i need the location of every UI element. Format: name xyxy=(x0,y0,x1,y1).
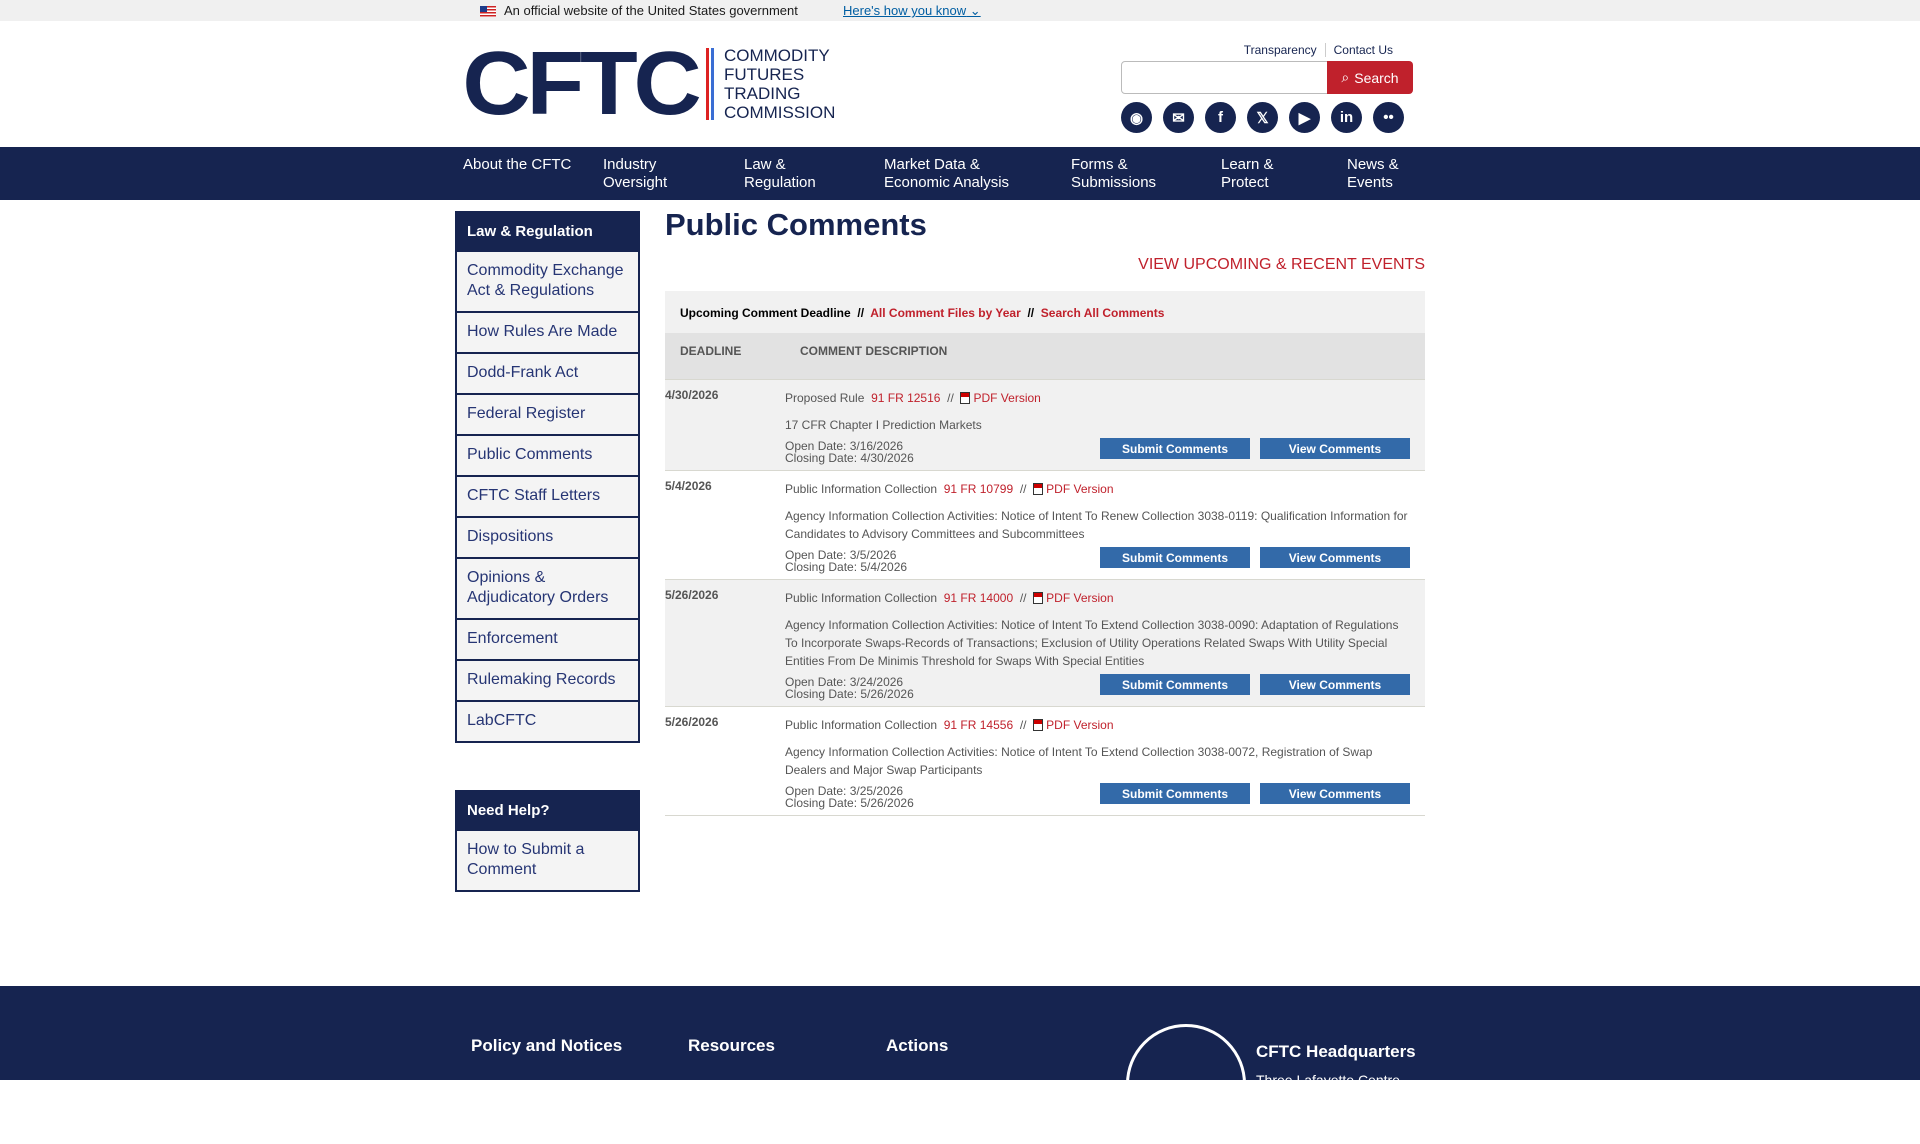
open-date: Open Date: 3/5/2026 xyxy=(785,548,897,562)
separator: // xyxy=(947,391,954,405)
deadline: 4/30/2026 xyxy=(665,388,719,402)
fr-link[interactable]: 91 FR 10799 xyxy=(943,482,1014,496)
help-box xyxy=(455,790,640,892)
transparency-link[interactable]: Transparency xyxy=(1243,43,1317,57)
doc-line xyxy=(785,389,1410,407)
sidebar-item[interactable]: LabCFTC xyxy=(455,702,640,743)
logo-abbr: CFTC xyxy=(462,34,698,134)
flickr-icon[interactable]: •• xyxy=(1373,102,1404,133)
pdf-icon xyxy=(1033,592,1043,604)
footer-heading: CFTC Headquarters xyxy=(1256,1042,1416,1061)
nav-forms[interactable]: Forms & Submissions xyxy=(1071,156,1157,191)
nav-news-events[interactable]: News & Events xyxy=(1347,156,1399,191)
search-input[interactable] xyxy=(1121,61,1328,94)
logo-word: FUTURES xyxy=(723,65,805,84)
table-row xyxy=(665,580,1425,707)
table-row xyxy=(665,471,1425,580)
row-actions xyxy=(1100,547,1410,568)
sidebar-title: Law & Regulation xyxy=(455,211,640,252)
separator: // xyxy=(1019,591,1027,605)
logo-word: COMMODITY xyxy=(723,46,830,65)
closing-date: Closing Date: 5/26/2026 xyxy=(785,796,914,810)
linkedin-icon[interactable]: in xyxy=(1331,102,1362,133)
logo-word: TRADING xyxy=(723,84,801,103)
submit-comments-button[interactable]: Submit Comments xyxy=(1100,547,1250,568)
contact-us-link[interactable]: Contact Us xyxy=(1333,43,1393,57)
fr-link[interactable]: 91 FR 14000 xyxy=(943,591,1014,605)
view-comments-button[interactable]: View Comments xyxy=(1260,674,1410,695)
comments-table xyxy=(665,291,1425,816)
sidebar-item[interactable]: Rulemaking Records xyxy=(455,661,640,702)
view-comments-button[interactable]: View Comments xyxy=(1260,438,1410,459)
heres-how-you-know-link[interactable]: Here's how you know ⌄ xyxy=(843,3,981,18)
separator: // xyxy=(1019,482,1027,496)
nav-industry-oversight[interactable]: Industry Oversight xyxy=(603,156,668,191)
pdf-icon xyxy=(1033,483,1043,495)
deadline: 5/26/2026 xyxy=(665,588,719,602)
pdf-link[interactable]: PDF Version xyxy=(973,391,1041,405)
cftc-seal xyxy=(1126,1024,1246,1144)
cftc-logo[interactable] xyxy=(462,34,836,134)
closing-date: Closing Date: 4/30/2026 xyxy=(785,451,914,465)
table-header xyxy=(665,333,1425,380)
closing-date: Closing Date: 5/4/2026 xyxy=(785,560,908,574)
tab-by-year[interactable]: All Comment Files by Year xyxy=(870,306,1021,320)
row-actions xyxy=(1100,783,1410,804)
sidebar-item[interactable]: Dispositions xyxy=(455,518,640,559)
sidebar-item[interactable]: How Rules Are Made xyxy=(455,313,640,354)
utility-links xyxy=(1236,43,1401,57)
separator: // xyxy=(857,306,865,320)
pdf-link[interactable]: PDF Version xyxy=(1046,591,1114,605)
description-text: Agency Information Collection Activities: Notice of Intent To Extend Collection 3038-0072, Registration of Swap Dealers and Major Swap Participants xyxy=(785,745,1373,777)
view-comments-button[interactable]: View Comments xyxy=(1260,547,1410,568)
main-nav xyxy=(0,147,1920,200)
comment-tabs xyxy=(665,291,1425,333)
deadline: 5/4/2026 xyxy=(665,479,712,493)
sidebar-item[interactable]: Enforcement xyxy=(455,620,640,661)
search-label: Search xyxy=(1354,69,1399,86)
submit-comments-button[interactable]: Submit Comments xyxy=(1100,783,1250,804)
gov-banner-text: An official website of the United States government xyxy=(504,3,798,18)
link-label: Here's how you know xyxy=(843,3,967,18)
social-links xyxy=(1121,102,1404,133)
logo-words xyxy=(724,46,835,122)
row-actions xyxy=(1100,438,1410,459)
description-text: Agency Information Collection Activities: Notice of Intent To Extend Collection 3038-0090: Adaptation of Regulations To Incorporate Swaps-Records of Transactions; Exclusion of Utility Operations Related Swaps With Utility Special Entities From De Minimis Threshold for Swaps With Special Entities xyxy=(785,618,1399,668)
nav-market-data[interactable]: Market Data & Economic Analysis xyxy=(884,156,1010,191)
email-icon[interactable]: ✉ xyxy=(1163,102,1194,133)
sidebar-item[interactable]: Commodity Exchange Act & Regulations xyxy=(455,252,640,313)
search-button[interactable] xyxy=(1327,61,1413,94)
sidebar xyxy=(455,211,640,743)
open-date: Open Date: 3/24/2026 xyxy=(785,675,904,689)
rss-icon[interactable]: ◉ xyxy=(1121,102,1152,133)
doc-line xyxy=(785,480,1410,498)
separator: // xyxy=(1019,718,1027,732)
submit-comments-button[interactable]: Submit Comments xyxy=(1100,438,1250,459)
open-date: Open Date: 3/25/2026 xyxy=(785,784,904,798)
nav-learn-protect[interactable]: Learn & Protect xyxy=(1221,156,1274,191)
facebook-icon[interactable]: f xyxy=(1205,102,1236,133)
closing-date: Closing Date: 5/26/2026 xyxy=(785,687,914,701)
sidebar-item[interactable]: Dodd-Frank Act xyxy=(455,354,640,395)
deadline: 5/26/2026 xyxy=(665,715,719,729)
doc-type: Public Information Collection xyxy=(785,482,938,496)
fr-link[interactable]: 91 FR 12516 xyxy=(871,391,941,405)
sidebar-item[interactable]: Opinions & Adjudicatory Orders xyxy=(455,559,640,620)
main-content xyxy=(665,207,1425,810)
page-title: Public Comments xyxy=(665,207,927,242)
youtube-icon[interactable]: ▶ xyxy=(1289,102,1320,133)
doc-line xyxy=(785,716,1410,734)
nav-about[interactable]: About the CFTC xyxy=(463,156,572,173)
sidebar-item[interactable]: Federal Register xyxy=(455,395,640,436)
view-events-link[interactable]: VIEW UPCOMING & RECENT EVENTS xyxy=(1138,256,1425,273)
row-actions xyxy=(1100,674,1410,695)
logo-bars xyxy=(706,48,714,120)
doc-type: Public Information Collection xyxy=(785,718,938,732)
doc-type: Proposed Rule xyxy=(785,391,865,405)
search-icon: ⌕ xyxy=(1341,69,1350,85)
us-flag-icon xyxy=(480,6,496,17)
footer-heading: Actions xyxy=(886,1036,949,1055)
doc-line xyxy=(785,589,1410,607)
table-row xyxy=(665,380,1425,471)
pdf-icon xyxy=(960,392,970,404)
sidebar-item[interactable]: CFTC Staff Letters xyxy=(455,477,640,518)
view-comments-button[interactable]: View Comments xyxy=(1260,783,1410,804)
how-to-submit-link[interactable]: How to Submit a Comment xyxy=(455,831,640,892)
gov-banner xyxy=(0,0,1920,21)
fr-link[interactable]: 91 FR 14556 xyxy=(943,718,1014,732)
tab-upcoming[interactable]: Upcoming Comment Deadline xyxy=(680,306,851,320)
footer-address: Three Lafayette Centre xyxy=(1256,1072,1400,1088)
tab-search-all[interactable]: Search All Comments xyxy=(1040,306,1165,320)
help-title: Need Help? xyxy=(455,790,640,831)
open-date: Open Date: 3/16/2026 xyxy=(785,439,904,453)
description-text: Agency Information Collection Activities: Notice of Intent To Renew Collection 3038-0119: Qualification Information for Candidates to Advisory Committees and Subcommittees xyxy=(785,509,1408,541)
separator: // xyxy=(1027,306,1035,320)
footer xyxy=(0,986,1920,1088)
table-row xyxy=(665,707,1425,816)
description-text: 17 CFR Chapter I Prediction Markets xyxy=(785,418,982,432)
pdf-link[interactable]: PDF Version xyxy=(1046,482,1114,496)
pdf-icon xyxy=(1033,719,1043,731)
doc-type: Public Information Collection xyxy=(785,591,938,605)
footer-heading: Policy and Notices xyxy=(471,1036,623,1055)
submit-comments-button[interactable]: Submit Comments xyxy=(1100,674,1250,695)
column-deadline: DEADLINE xyxy=(680,344,742,358)
pdf-link[interactable]: PDF Version xyxy=(1046,718,1114,732)
x-icon[interactable]: 𝕏 xyxy=(1247,102,1278,133)
logo-word: COMMISSION xyxy=(723,103,836,122)
sidebar-item[interactable]: Public Comments xyxy=(455,436,640,477)
column-description: COMMENT DESCRIPTION xyxy=(800,344,948,358)
footer-heading: Resources xyxy=(688,1036,775,1055)
nav-law-regulation[interactable]: Law & Regulation xyxy=(744,156,816,191)
